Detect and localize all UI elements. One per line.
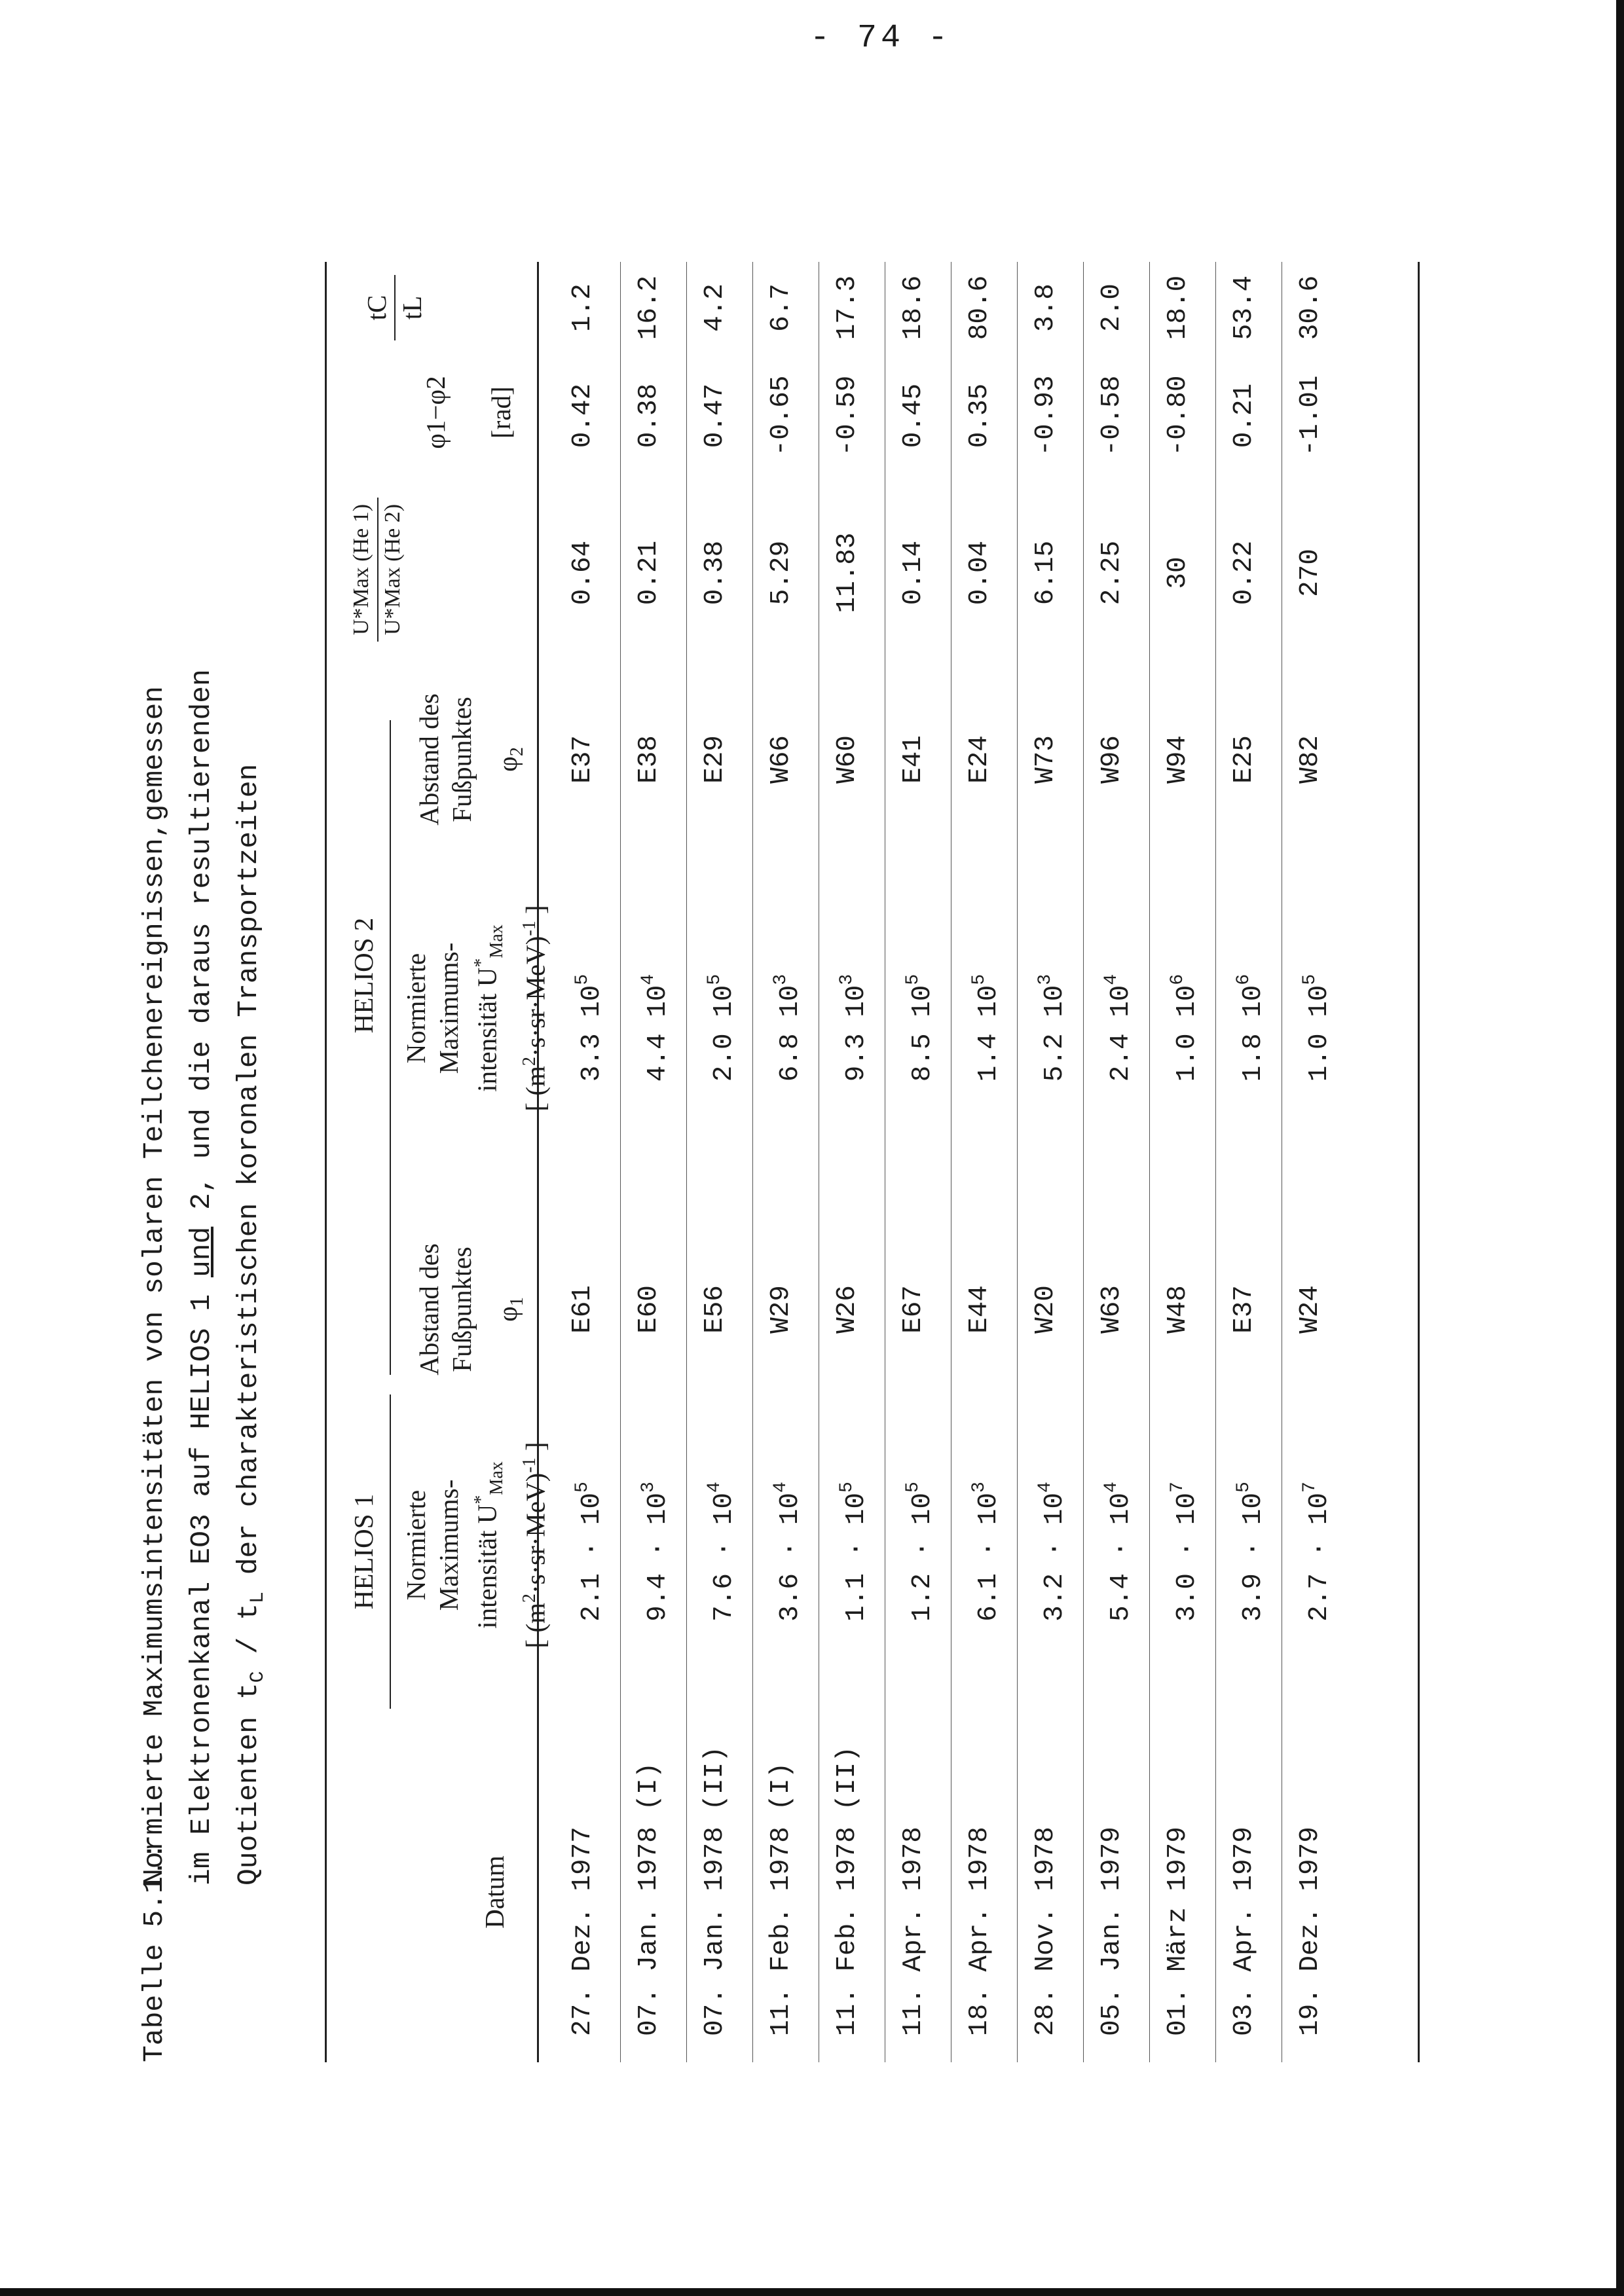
intensity-mantissa: 3.2 · 10 xyxy=(1040,1492,1070,1622)
intensity-exponent: 3 xyxy=(1035,974,1056,985)
cell-date: 07. Jan. 1978 (II) xyxy=(700,1746,730,2036)
intensity-exponent: 5 xyxy=(837,1482,857,1493)
cell-date: 05. Jan. 1979 xyxy=(1097,1827,1127,2036)
intensity-exponent: 6 xyxy=(1168,974,1188,985)
cell-phi1: E37 xyxy=(1229,1285,1259,1334)
cell-phi1: W63 xyxy=(1097,1285,1127,1334)
int2-unit-exp: -1 xyxy=(519,920,540,936)
cell-phi1: W29 xyxy=(766,1285,796,1334)
cell-tq: 16.2 xyxy=(634,275,664,340)
intensity-exponent: 4 xyxy=(1101,974,1122,985)
cell-date: 28. Nov. 1978 xyxy=(1031,1827,1061,2036)
cell-i2 xyxy=(894,845,942,1211)
cell-i1 xyxy=(762,1394,810,1709)
int2-l3-text: intensität U xyxy=(471,967,502,1092)
cell-ratio: 0.04 xyxy=(965,540,995,606)
header-int1-l2: Maximums- xyxy=(434,1479,464,1611)
cell-phi1: E56 xyxy=(700,1285,730,1334)
abstand2-phi xyxy=(491,674,534,845)
cell-i2 xyxy=(1026,845,1075,1211)
cell-phi2: W60 xyxy=(832,735,862,784)
intensity-exponent: 3 xyxy=(638,1482,659,1493)
header-helios-2: HELIOS 2 xyxy=(348,917,378,1034)
cell-diff: 0.35 xyxy=(965,383,995,448)
intensity-exponent: 5 xyxy=(969,974,989,985)
cell-tq: 1.2 xyxy=(568,283,598,332)
cell-tq: 17.3 xyxy=(832,275,862,340)
cell-i1 xyxy=(1092,1394,1141,1709)
cell-i1 xyxy=(695,1394,744,1709)
int1-l3-text: intensität U xyxy=(471,1504,502,1629)
intensity-mantissa: 1.0 10 xyxy=(1304,985,1335,1082)
header-tc-tl xyxy=(360,268,430,347)
cell-diff: -0.65 xyxy=(766,375,796,456)
intensity-mantissa: 1.4 10 xyxy=(974,985,1004,1082)
intensity-mantissa: 9.4 · 10 xyxy=(643,1492,673,1622)
cell-i2 xyxy=(762,845,810,1211)
row-separator xyxy=(752,262,753,2062)
caption-line-3a: Quotienten t xyxy=(232,1683,265,1886)
header-int2-l2: Maximums- xyxy=(434,942,464,1074)
intensity-exponent: 4 xyxy=(1035,1482,1056,1493)
cell-i1 xyxy=(629,1394,678,1709)
caption-sub-c: C xyxy=(247,1671,269,1683)
intensity-exponent: 5 xyxy=(572,1482,593,1493)
cell-i1 xyxy=(563,1394,612,1709)
header-intensity-1 xyxy=(399,1381,552,1709)
cell-diff: 0.45 xyxy=(898,383,929,448)
intensity-mantissa: 3.0 · 10 xyxy=(1172,1492,1202,1622)
caption-sub-l: L xyxy=(247,1592,269,1604)
cell-phi1: E60 xyxy=(634,1285,664,1334)
caption-line-2 xyxy=(178,669,225,1886)
cell-phi2: W82 xyxy=(1295,735,1325,784)
helios1-rule xyxy=(390,1394,391,1709)
header-int2-l3 xyxy=(465,858,513,1159)
intensity-mantissa: 7.6 · 10 xyxy=(709,1492,739,1622)
row-separator xyxy=(1017,262,1018,2062)
cell-phi2: E37 xyxy=(568,735,598,784)
cell-ratio: 5.29 xyxy=(766,540,796,606)
header-ratio xyxy=(347,484,409,655)
int1-unit-c: ] xyxy=(520,1442,551,1458)
intensity-exponent: 5 xyxy=(1234,1482,1254,1493)
header-datum: Datum xyxy=(479,1855,509,1929)
cell-phi2: W94 xyxy=(1163,735,1193,784)
intensity-exponent: 5 xyxy=(903,974,923,985)
cell-date: 27. Dez. 1977 xyxy=(568,1827,598,2036)
cell-i2 xyxy=(828,845,876,1211)
cell-ratio: 0.22 xyxy=(1229,540,1259,606)
intensity-exponent: 5 xyxy=(1300,974,1320,985)
int1-unit-a: [ (m xyxy=(520,1603,551,1649)
cell-i1 xyxy=(960,1394,1008,1709)
header-intensity-2 xyxy=(399,858,552,1159)
cell-i1 xyxy=(1291,1394,1339,1709)
cell-phi2: W66 xyxy=(766,735,796,784)
cell-phi1: W20 xyxy=(1031,1285,1061,1334)
abstand1-phi-sub: 1 xyxy=(507,1297,528,1307)
cell-i2 xyxy=(695,845,744,1211)
caption-line-3 xyxy=(225,764,282,1886)
rad-unit: [rad] xyxy=(486,386,516,439)
ratio-bottom: U*Max (He 2) xyxy=(377,498,407,642)
abstand2-phi-sub: 2 xyxy=(507,747,528,757)
cell-date: 18. Apr. 1978 xyxy=(965,1827,995,2036)
cell-i2 xyxy=(1225,845,1273,1211)
phi-diff-text: φ1−φ2 xyxy=(420,376,451,449)
cell-diff: 0.38 xyxy=(634,383,664,448)
scan-border-right xyxy=(1616,0,1624,2296)
cell-tq: 18.6 xyxy=(898,275,929,340)
cell-i1 xyxy=(1158,1394,1207,1709)
cell-phi1: E44 xyxy=(965,1285,995,1334)
header-int2-l1: Normierte xyxy=(401,953,431,1064)
cell-ratio: 0.38 xyxy=(700,540,730,606)
cell-tq: 2.0 xyxy=(1097,283,1127,332)
rotated-table-block xyxy=(131,262,1428,2062)
int2-unit-b: ·s·sr·MeV) xyxy=(520,936,551,1057)
cell-date: 03. Apr. 1979 xyxy=(1229,1827,1259,2036)
intensity-exponent: 7 xyxy=(1300,1482,1320,1493)
int1-star: * xyxy=(471,1495,491,1504)
intensity-mantissa: 3.3 10 xyxy=(577,985,607,1082)
intensity-mantissa: 1.1 · 10 xyxy=(841,1492,872,1622)
header-abstand-1 xyxy=(413,1224,534,1394)
cell-phi1: W24 xyxy=(1295,1285,1325,1334)
cell-phi2: W96 xyxy=(1097,735,1127,784)
cell-i2 xyxy=(629,845,678,1211)
page-number: - 74 - xyxy=(809,20,952,57)
intensity-exponent: 4 xyxy=(705,1482,725,1493)
header-int2-unit xyxy=(513,858,552,1159)
cell-phi2: W73 xyxy=(1031,735,1061,784)
intensity-mantissa: 3.6 · 10 xyxy=(775,1492,805,1622)
cell-phi1: E61 xyxy=(568,1285,598,1334)
intensity-mantissa: 1.8 10 xyxy=(1238,985,1268,1082)
intensity-mantissa: 2.7 · 10 xyxy=(1304,1492,1335,1622)
intensity-exponent: 5 xyxy=(572,974,593,985)
cell-date: 11. Apr. 1978 xyxy=(898,1827,929,2036)
cell-ratio: 30 xyxy=(1163,556,1193,589)
table-top-rule xyxy=(325,262,327,2062)
intensity-exponent: 4 xyxy=(638,974,659,985)
cell-phi2: E41 xyxy=(898,735,929,784)
cell-i1 xyxy=(1225,1394,1273,1709)
caption-line-3b: / t xyxy=(232,1603,265,1671)
table-header-rule xyxy=(537,262,539,2062)
int2-unit-a: [ (m xyxy=(520,1066,551,1112)
cell-diff: -0.59 xyxy=(832,375,862,456)
abstand1-l2: Fußpunktes xyxy=(447,1247,477,1372)
cell-tq: 18.0 xyxy=(1163,275,1193,340)
intensity-exponent: 4 xyxy=(1101,1482,1122,1493)
table-bottom-rule xyxy=(1418,262,1420,2062)
ratio-top: U*Max (He 1) xyxy=(349,503,373,636)
cell-date: 07. Jan. 1978 (I) xyxy=(634,1762,664,2036)
cell-i2 xyxy=(563,845,612,1211)
cell-i2 xyxy=(960,845,1008,1211)
cell-phi1: W48 xyxy=(1163,1285,1193,1334)
intensity-mantissa: 3.9 · 10 xyxy=(1238,1492,1268,1622)
cell-date: 19. Dez. 1979 xyxy=(1295,1827,1325,2036)
header-int1-unit xyxy=(513,1381,552,1709)
cell-ratio: 6.15 xyxy=(1031,540,1061,606)
cell-ratio: 0.14 xyxy=(898,540,929,606)
intensity-mantissa: 2.1 · 10 xyxy=(577,1492,607,1622)
cell-tq: 53.4 xyxy=(1229,275,1259,340)
cell-phi2: E29 xyxy=(700,735,730,784)
cell-ratio: 270 xyxy=(1295,549,1325,597)
cell-diff: -0.80 xyxy=(1163,375,1193,456)
abstand2-l1: Abstand des xyxy=(414,693,444,826)
scan-border-bottom xyxy=(0,2288,1624,2296)
header-abstand-2 xyxy=(413,674,534,845)
cell-diff: -1.01 xyxy=(1295,375,1325,456)
intensity-exponent: 4 xyxy=(771,1482,791,1493)
cell-date: 11. Feb. 1978 (II) xyxy=(832,1746,862,2036)
cell-diff: 0.21 xyxy=(1229,383,1259,448)
cell-i2 xyxy=(1158,845,1207,1211)
caption-line-2b: 2, und die daraus resultierenden xyxy=(185,669,217,1227)
int1-unit-sup: 2 xyxy=(519,1594,540,1603)
cell-tq: 6.7 xyxy=(766,283,796,332)
cell-ratio: 0.64 xyxy=(568,540,598,606)
cell-date: 11. Feb. 1978 (I) xyxy=(766,1762,796,2036)
caption-line-1: Normierte Maximumsintensitäten von solaren Teilchenereignissen,gemessen xyxy=(138,685,170,1886)
int2-unit-c: ] xyxy=(520,905,551,921)
cell-diff: -0.93 xyxy=(1031,375,1061,456)
intensity-mantissa: 1.0 10 xyxy=(1172,985,1202,1082)
int2-sub: Max xyxy=(486,924,507,958)
header-helios-1: HELIOS 1 xyxy=(348,1493,378,1610)
intensity-exponent: 6 xyxy=(1234,974,1254,985)
intensity-mantissa: 4.4 10 xyxy=(643,985,673,1082)
cell-i2 xyxy=(1291,845,1339,1211)
intensity-mantissa: 5.2 10 xyxy=(1040,985,1070,1082)
cell-i2 xyxy=(1092,845,1141,1211)
intensity-exponent: 3 xyxy=(771,974,791,985)
cell-tq: 30.6 xyxy=(1295,275,1325,340)
caption-line-3c: der charakteristischen koronalen Transportzeiten xyxy=(232,763,265,1592)
intensity-exponent: 3 xyxy=(969,1482,989,1493)
abstand2-phi-sym: φ xyxy=(492,756,523,772)
cell-ratio: 0.21 xyxy=(634,540,664,606)
cell-phi2: E25 xyxy=(1229,735,1259,784)
cell-i1 xyxy=(1026,1394,1075,1709)
cell-tq: 4.2 xyxy=(700,283,730,332)
row-separator xyxy=(686,262,687,2062)
cell-i1 xyxy=(828,1394,876,1709)
intensity-mantissa: 9.3 10 xyxy=(841,985,872,1082)
cell-ratio: 11.83 xyxy=(832,532,862,613)
caption-underlined-und: und xyxy=(185,1226,217,1278)
intensity-mantissa: 6.8 10 xyxy=(775,985,805,1082)
header-phi-diff xyxy=(419,354,517,471)
intensity-exponent: 5 xyxy=(903,1482,923,1493)
helios2-rule xyxy=(390,720,391,1375)
int2-star: * xyxy=(471,958,491,968)
row-separator xyxy=(620,262,621,2062)
int1-unit-b: ·s·sr·MeV) xyxy=(520,1472,551,1594)
abstand1-phi xyxy=(491,1224,534,1394)
row-separator xyxy=(1083,262,1084,2062)
cell-phi1: W26 xyxy=(832,1285,862,1334)
abstand1-l1: Abstand des xyxy=(414,1243,444,1376)
int2-unit-sup: 2 xyxy=(519,1057,540,1066)
cell-phi1: E67 xyxy=(898,1285,929,1334)
caption-label: Tabelle 5.1.: xyxy=(138,1842,170,2062)
cell-date: 01. März 1979 xyxy=(1163,1827,1193,2036)
abstand1-phi-sym: φ xyxy=(492,1306,523,1322)
tl-label: tL xyxy=(394,275,428,340)
abstand2-l2: Fußpunktes xyxy=(447,697,477,822)
cell-tq: 80.6 xyxy=(965,275,995,340)
intensity-mantissa: 2.0 10 xyxy=(709,985,739,1082)
cell-diff: -0.58 xyxy=(1097,375,1127,456)
int1-unit-exp: -1 xyxy=(519,1457,540,1473)
cell-tq: 3.8 xyxy=(1031,283,1061,332)
intensity-mantissa: 5.4 · 10 xyxy=(1106,1492,1136,1622)
cell-ratio: 2.25 xyxy=(1097,540,1127,606)
cell-diff: 0.47 xyxy=(700,383,730,448)
cell-i1 xyxy=(894,1394,942,1709)
intensity-mantissa: 2.4 10 xyxy=(1106,985,1136,1082)
cell-diff: 0.42 xyxy=(568,383,598,448)
intensity-exponent: 7 xyxy=(1168,1482,1188,1493)
row-separator xyxy=(1149,262,1150,2062)
caption-line-2a: im Elektronenkanal EO3 auf HELIOS 1 xyxy=(185,1277,217,1886)
row-separator xyxy=(1215,262,1216,2062)
intensity-mantissa: 6.1 · 10 xyxy=(974,1492,1004,1622)
intensity-exponent: 3 xyxy=(837,974,857,985)
tc-label: tC xyxy=(361,295,392,321)
intensity-mantissa: 8.5 10 xyxy=(908,985,938,1082)
header-int1-l1: Normierte xyxy=(401,1489,431,1601)
intensity-mantissa: 1.2 · 10 xyxy=(908,1492,938,1622)
int1-sub: Max xyxy=(486,1461,507,1495)
intensity-exponent: 5 xyxy=(705,974,725,985)
cell-phi2: E38 xyxy=(634,735,664,784)
header-int1-l3 xyxy=(465,1381,513,1709)
cell-phi2: E24 xyxy=(965,735,995,784)
